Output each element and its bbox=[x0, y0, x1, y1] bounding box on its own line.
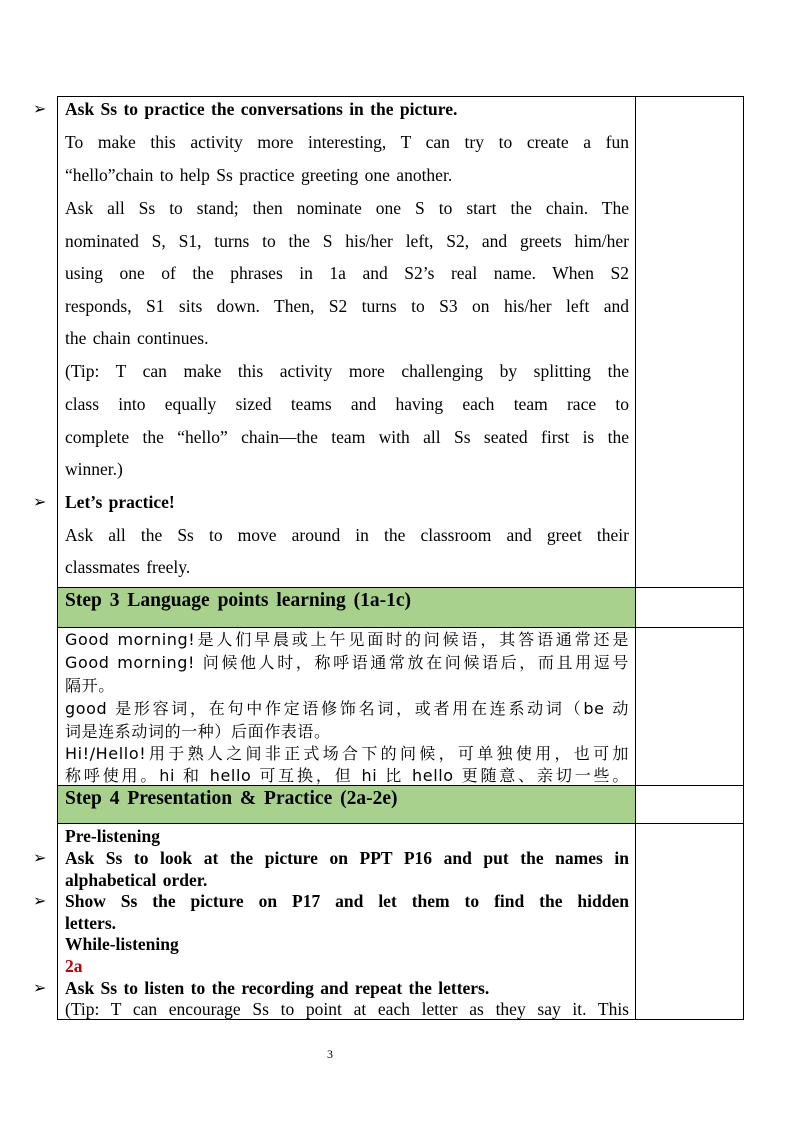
language-point-line: Hi!/Hello!用于熟人之间非正式场合下的问候，可单独使用，也可加 bbox=[65, 744, 629, 763]
language-point-line: 称呼使用。hi 和 hello 可互换，但 hi 比 hello 更随意、亲切一些。 bbox=[65, 766, 629, 785]
language-point-line: good 是形容词，在句中作定语修饰名词，或者用在连系动词（be 动 bbox=[65, 699, 629, 718]
tip-line: (Tip: T can encourage Ss to point at each letter as they say it. This bbox=[65, 999, 629, 1019]
section-2a-label: 2a bbox=[65, 956, 83, 976]
text-line: letters. bbox=[65, 913, 117, 933]
text-line: responds, S1 sits down. Then, S2 turns to S3 on his/her left and bbox=[65, 296, 629, 316]
while-listening-label: While-listening bbox=[65, 934, 179, 954]
tip-line: winner.) bbox=[65, 459, 123, 479]
page-number: 3 bbox=[327, 1047, 333, 1061]
step3-side-header-cell bbox=[635, 587, 743, 627]
text-line: “hello”chain to help Ss practice greeting one another. bbox=[65, 165, 453, 185]
text-line: the chain continues. bbox=[65, 328, 209, 348]
tip-line: class into equally sized teams and having each team race to bbox=[65, 394, 629, 414]
step4-heading: Step 4 Presentation & Practice (2a-2e) bbox=[65, 788, 398, 809]
text-line: using one of the phrases in 1a and S2’s real name. When S2 bbox=[65, 263, 629, 283]
bullet-icon: ➢ bbox=[33, 848, 47, 867]
language-point-line: Good morning! 问候他人时，称呼语通常放在问候语后，而且用逗号 bbox=[65, 653, 629, 672]
side-cell-activities bbox=[635, 96, 743, 587]
language-point-line: 词是连系动词的一种）后面作表语。 bbox=[65, 722, 331, 741]
bullet-icon: ➢ bbox=[33, 492, 47, 511]
step3-side-content-cell bbox=[635, 627, 743, 785]
bullet-icon: ➢ bbox=[33, 99, 47, 118]
text-line: nominated S, S1, turns to the S his/her left, S2, and greets him/her bbox=[65, 231, 629, 251]
step4-side-content-cell bbox=[635, 823, 743, 1019]
text-line: To make this activity more interesting, T can try to create a fun bbox=[65, 132, 629, 152]
text-line: Ask Ss to listen to the recording and repeat the letters. bbox=[65, 978, 490, 998]
activity-instruction-bold: Ask Ss to practice the conversations in the picture. bbox=[65, 99, 458, 119]
text-line: alphabetical order. bbox=[65, 870, 208, 890]
bullet-icon: ➢ bbox=[33, 891, 47, 910]
step4-side-header-cell bbox=[635, 785, 743, 823]
text-line: classmates freely. bbox=[65, 557, 191, 577]
language-point-line: Good morning!是人们早晨或上午见面时的问候语，其答语通常还是 bbox=[65, 630, 629, 649]
text-line: Ask all Ss to stand; then nominate one S to start the chain. The bbox=[65, 198, 629, 218]
text-line: Show Ss the picture on P17 and let them to find the hidden bbox=[65, 891, 629, 911]
pre-listening-label: Pre-listening bbox=[65, 826, 160, 846]
tip-line: (Tip: T can make this activity more challenging by splitting the bbox=[65, 361, 629, 381]
tip-line: complete the “hello” chain—the team with all Ss seated first is the bbox=[65, 427, 629, 447]
text-line: Ask Ss to look at the picture on PPT P16 and put the names in bbox=[65, 848, 629, 868]
language-point-line: 隔开。 bbox=[65, 676, 115, 695]
bullet-icon: ➢ bbox=[33, 978, 47, 997]
step3-heading: Step 3 Language points learning (1a-1c) bbox=[65, 590, 411, 611]
text-line: Ask all the Ss to move around in the classroom and greet their bbox=[65, 525, 629, 545]
lets-practice-heading: Let’s practice! bbox=[65, 492, 175, 512]
